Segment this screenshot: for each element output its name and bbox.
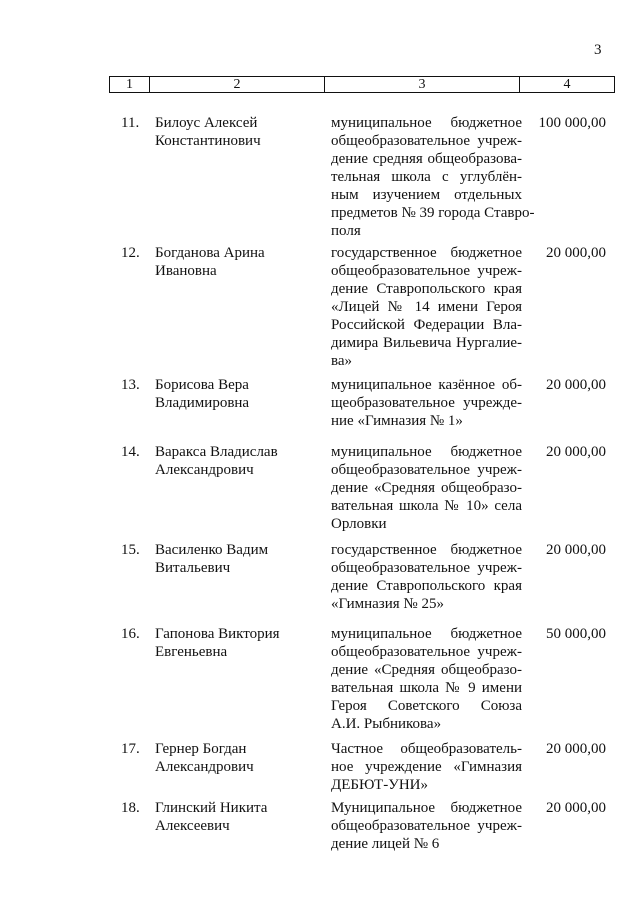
grant-amount: 20 000,00 bbox=[546, 741, 606, 757]
organization-line: щеобразовательное учрежде- bbox=[331, 395, 522, 411]
organization-line: Героя Советского Союза bbox=[331, 698, 522, 714]
recipient-name-line: Варакса Владислав bbox=[155, 444, 278, 460]
column-header-1: 1 bbox=[110, 77, 150, 93]
organization-line: муниципальное бюджетное bbox=[331, 444, 522, 460]
recipient-name-line: Александрович bbox=[155, 759, 254, 775]
organization-line: государственное бюджетное bbox=[331, 245, 522, 261]
row-number: 11. bbox=[121, 115, 140, 131]
organization-line: Муниципальное бюджетное bbox=[331, 800, 522, 816]
recipient-name bbox=[155, 114, 320, 150]
organization-line: димира Вильевича Нургалие- bbox=[331, 335, 522, 351]
organization-line: А.И. Рыбникова» bbox=[331, 716, 442, 732]
organization-line: Российской Федерации Вла- bbox=[331, 317, 522, 333]
organization-line: поля bbox=[331, 223, 361, 239]
row-number: 12. bbox=[121, 245, 140, 261]
organization-line: дение Ставропольского края bbox=[331, 281, 522, 297]
organization-line: Частное общеобразователь- bbox=[331, 741, 522, 757]
organization-line: общеобразовательное учреж- bbox=[331, 133, 522, 149]
row-number: 16. bbox=[121, 626, 140, 642]
organization-line: вательная школа № 9 имени bbox=[331, 680, 522, 696]
organization-line: дение Ставропольского края bbox=[331, 578, 522, 594]
organization-line: тельная школа с углублён- bbox=[331, 169, 522, 185]
grant-amount: 20 000,00 bbox=[546, 542, 606, 558]
organization-line: общеобразовательное учреж- bbox=[331, 818, 522, 834]
organization bbox=[331, 625, 522, 733]
organization-line: «Лицей № 14 имени Героя bbox=[331, 299, 522, 315]
recipient-name-line: Борисова Вера bbox=[155, 377, 249, 393]
recipient-name-line: Богданова Арина bbox=[155, 245, 265, 261]
column-header-4: 4 bbox=[520, 77, 615, 93]
recipient-name-line: Василенко Вадим bbox=[155, 542, 269, 558]
organization-line: Орловки bbox=[331, 516, 387, 532]
page-number: 3 bbox=[594, 42, 602, 58]
row-number: 18. bbox=[121, 800, 140, 816]
organization-line: общеобразовательное учреж- bbox=[331, 263, 522, 279]
organization bbox=[331, 114, 535, 240]
row-number: 15. bbox=[121, 542, 140, 558]
organization-line: дение «Средняя общеобразо- bbox=[331, 662, 522, 678]
organization-line: муниципальное казённое об- bbox=[331, 377, 522, 393]
organization-line: дение лицей № 6 bbox=[331, 836, 440, 852]
recipient-name-line: Витальевич bbox=[155, 560, 231, 576]
recipient-name-line: Гернер Богдан bbox=[155, 741, 247, 757]
recipient-name-line: Алексеевич bbox=[155, 818, 230, 834]
recipient-name bbox=[155, 625, 320, 661]
column-header-3: 3 bbox=[325, 77, 520, 93]
organization bbox=[331, 799, 522, 853]
organization-line: общеобразовательное учреж- bbox=[331, 560, 522, 576]
grant-amount: 20 000,00 bbox=[546, 245, 606, 261]
recipient-name bbox=[155, 541, 320, 577]
recipient-name bbox=[155, 740, 320, 776]
row-number: 17. bbox=[121, 741, 140, 757]
organization-line: ным изучением отдельных bbox=[331, 187, 522, 203]
column-header-row bbox=[110, 77, 615, 93]
organization-line: государственное бюджетное bbox=[331, 542, 522, 558]
organization bbox=[331, 244, 522, 370]
organization bbox=[331, 541, 522, 613]
recipient-name-line: Глинский Никита bbox=[155, 800, 268, 816]
organization-line: «Гимназия № 25» bbox=[331, 596, 444, 612]
organization-line: муниципальное бюджетное bbox=[331, 626, 522, 642]
recipient-name-line: Гапонова Виктория bbox=[155, 626, 280, 642]
organization-line: вательная школа № 10» села bbox=[331, 498, 522, 514]
recipient-name-line: Владимировна bbox=[155, 395, 250, 411]
organization-line: дение средняя общеобразова- bbox=[331, 151, 522, 167]
recipient-name-line: Билоус Алексей bbox=[155, 115, 258, 131]
recipient-name bbox=[155, 376, 320, 412]
organization-line: предметов № 39 города Ставро- bbox=[331, 205, 535, 221]
column-header-2: 2 bbox=[150, 77, 325, 93]
grant-amount: 20 000,00 bbox=[546, 444, 606, 460]
grant-amount: 20 000,00 bbox=[546, 377, 606, 393]
recipient-name bbox=[155, 443, 320, 479]
organization-line: дение «Средняя общеобразо- bbox=[331, 480, 522, 496]
organization-line: ДЕБЮТ-УНИ» bbox=[331, 777, 428, 793]
organization bbox=[331, 376, 522, 430]
organization bbox=[331, 443, 522, 533]
grant-amount: 100 000,00 bbox=[538, 115, 606, 131]
recipient-name-line: Александрович bbox=[155, 462, 254, 478]
recipient-name-line: Ивановна bbox=[155, 263, 217, 279]
recipient-name bbox=[155, 244, 320, 280]
organization bbox=[331, 740, 522, 794]
organization-line: ва» bbox=[331, 353, 353, 369]
organization-line: муниципальное бюджетное bbox=[331, 115, 522, 131]
column-header-table bbox=[109, 76, 615, 93]
row-number: 14. bbox=[121, 444, 140, 460]
grant-amount: 20 000,00 bbox=[546, 800, 606, 816]
recipient-name bbox=[155, 799, 320, 835]
recipient-name-line: Евгеньевна bbox=[155, 644, 228, 660]
organization-line: общеобразовательное учреж- bbox=[331, 644, 522, 660]
organization-line: ное учреждение «Гимназия bbox=[331, 759, 522, 775]
row-number: 13. bbox=[121, 377, 140, 393]
grant-amount: 50 000,00 bbox=[546, 626, 606, 642]
organization-line: ние «Гимназия № 1» bbox=[331, 413, 463, 429]
recipient-name-line: Константинович bbox=[155, 133, 261, 149]
organization-line: общеобразовательное учреж- bbox=[331, 462, 522, 478]
